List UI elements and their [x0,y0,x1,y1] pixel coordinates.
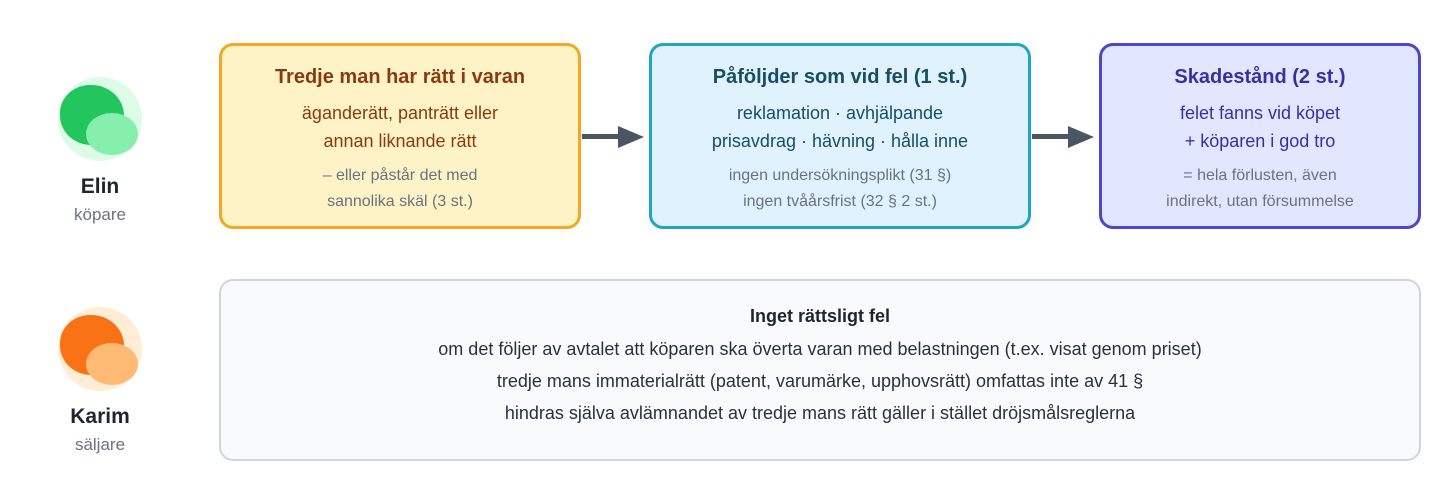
exceptions-line: tredje mans immaterialrätt (patent, varumärke, upphovsrätt) omfattas inte av 41 § [496,371,1144,391]
box-third-party-right [219,43,581,229]
avatar-blob-secondary [86,113,138,155]
person-role: säljare [74,435,126,454]
box-exceptions [219,279,1421,461]
person-name: Karim [70,405,130,428]
person-buyer [40,77,160,225]
box-title: Skadestånd (2 st.) [1174,66,1346,88]
box-remedies [649,43,1031,229]
box-note-line: – eller påstår det med [322,167,478,184]
box-note [1102,163,1418,215]
person-role: köpare [74,205,126,224]
exceptions-line: om det följer av avtalet att köparen ska överta varan med belastningen (t.ex. visat genom priset) [438,339,1202,359]
box-main-line: äganderätt, panträtt eller [301,103,499,123]
arrow-right-icon [582,126,644,148]
box-title: Påföljder som vid fel (1 st.) [712,66,968,88]
box-main-text [652,99,1028,155]
box-main-text [222,99,578,155]
box-main-line: felet fanns vid köpet [1179,103,1341,123]
box-note-line: ingen undersökningsplikt (31 §) [728,167,952,184]
person-seller [40,307,160,455]
box-damages [1099,43,1421,229]
box-title: Tredje man har rätt i varan [274,66,526,88]
box-main-line: + köparen i god tro [1184,131,1336,151]
box-note-line: indirekt, utan försummelse [1166,193,1354,210]
box-main-line: annan liknande rätt [323,131,477,151]
avatar-blob-secondary [86,343,138,385]
avatar-buyer [58,77,142,161]
box-main-line: reklamation · avhjälpande [736,103,944,123]
box-note [652,163,1028,215]
box-note-line: sannolika skäl (3 st.) [327,193,473,210]
box-note [222,163,578,215]
avatar-seller [58,307,142,391]
box-main-line: prisavdrag · hävning · hålla inne [711,131,969,151]
exceptions-title: Inget rättsligt fel [749,306,890,326]
box-main-text [1102,99,1418,155]
person-name: Elin [80,175,120,198]
arrow-right-icon [1032,126,1094,148]
box-note-line: ingen tvåårsfrist (32 § 2 st.) [743,193,937,210]
box-note-line: = hela förlusten, även [1183,167,1337,184]
exceptions-line: hindras själva avlämnandet av tredje mans rätt gäller i stället dröjsmålsreglerna [504,403,1136,423]
